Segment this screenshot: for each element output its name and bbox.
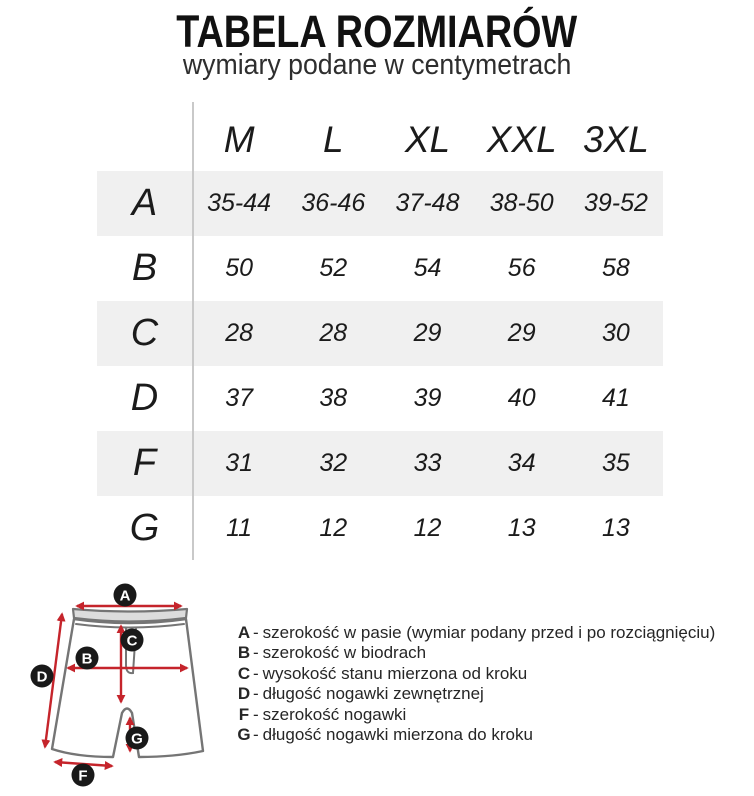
table-row-d xyxy=(97,366,663,431)
measurement-legend xyxy=(237,623,715,745)
cell-b-l: 52 xyxy=(319,254,348,282)
cell-f-m: 31 xyxy=(225,449,253,477)
cell-a-m: 35-44 xyxy=(207,189,272,217)
row-label-g: G xyxy=(129,507,160,549)
cell-c-3xl: 30 xyxy=(602,319,630,347)
legend-text-a: szerokość w pasie (wymiar podany przed i po rozciągnięciu) xyxy=(262,623,716,642)
legend-item-f xyxy=(237,705,715,725)
legend-separator: - xyxy=(253,684,259,704)
cell-f-xl: 33 xyxy=(413,449,442,477)
cell-f-xxl: 34 xyxy=(507,449,536,477)
table-row-f xyxy=(97,431,663,496)
cell-d-m: 37 xyxy=(225,384,253,412)
cell-d-3xl: 41 xyxy=(602,384,630,412)
legend-separator: - xyxy=(253,643,259,663)
legend-text-g: długość nogawki mierzona do kroku xyxy=(262,725,533,745)
cell-g-l: 12 xyxy=(319,514,348,542)
row-label-f: F xyxy=(132,442,157,484)
cell-c-xxl: 29 xyxy=(507,319,536,347)
cell-c-m: 28 xyxy=(225,319,253,347)
cell-b-m: 50 xyxy=(225,254,253,282)
table-row-a xyxy=(97,171,663,236)
column-divider xyxy=(192,102,194,560)
marker-f-letter: F xyxy=(78,767,88,785)
marker-d-letter: D xyxy=(36,668,48,686)
cell-d-xxl: 40 xyxy=(507,384,536,412)
row-label-b: B xyxy=(131,247,158,289)
waistband xyxy=(73,609,187,622)
legend-item-d xyxy=(237,684,715,704)
cell-c-l: 28 xyxy=(319,319,348,347)
legend-item-g xyxy=(237,725,715,745)
legend-item-a xyxy=(237,623,715,643)
cell-d-xl: 39 xyxy=(413,384,442,412)
row-label-a: A xyxy=(131,182,158,224)
cell-a-3xl: 39-52 xyxy=(583,189,648,217)
row-label-c: C xyxy=(130,312,159,354)
legend-separator: - xyxy=(253,623,259,642)
size-header-xl: XL xyxy=(404,119,451,160)
legend-text-b: szerokość w biodrach xyxy=(262,643,427,663)
legend-separator: - xyxy=(253,725,259,745)
cell-b-3xl: 58 xyxy=(602,254,630,282)
cell-a-l: 36-46 xyxy=(301,189,366,217)
legend-key-d: D xyxy=(237,684,251,704)
size-header-l: L xyxy=(323,119,344,160)
size-header-xxl: XXL xyxy=(486,119,557,160)
size-table-header-row xyxy=(97,100,663,171)
legend-separator: - xyxy=(253,663,259,683)
size-table xyxy=(97,100,663,561)
legend-separator: - xyxy=(253,704,259,724)
shorts-diagram xyxy=(25,578,240,793)
cell-g-xxl: 13 xyxy=(507,514,536,542)
size-header-3xl: 3XL xyxy=(582,119,649,160)
cell-f-3xl: 35 xyxy=(602,449,630,477)
table-row-c xyxy=(97,301,663,366)
marker-c-letter: C xyxy=(126,632,138,650)
cell-c-xl: 29 xyxy=(413,319,442,347)
legend-text-c: wysokość stanu mierzona od kroku xyxy=(262,663,528,683)
legend-item-b xyxy=(237,643,715,663)
cell-d-l: 38 xyxy=(319,384,348,412)
legend-text-d: długość nogawki zewnętrznej xyxy=(262,684,484,704)
legend-key-c: C xyxy=(237,663,251,683)
cell-a-xxl: 38-50 xyxy=(489,189,554,217)
legend-key-g: G xyxy=(237,725,251,745)
cell-g-m: 11 xyxy=(226,514,253,542)
row-label-d: D xyxy=(130,377,159,419)
page-subtitle: wymiary podane w centymetrach xyxy=(182,49,572,81)
size-header-m: M xyxy=(223,119,255,160)
legend-key-a: A xyxy=(237,623,251,642)
table-row-g xyxy=(97,496,663,561)
cell-a-xl: 37-48 xyxy=(395,189,460,217)
legend-text-f: szerokość nogawki xyxy=(262,704,407,724)
cell-g-xl: 12 xyxy=(413,514,442,542)
marker-g-letter: G xyxy=(131,730,143,748)
cell-g-3xl: 13 xyxy=(602,514,630,542)
cell-b-xxl: 56 xyxy=(507,254,536,282)
marker-a-letter: A xyxy=(119,587,131,605)
legend-item-c xyxy=(237,664,715,684)
table-row-b xyxy=(97,236,663,301)
legend-key-b: B xyxy=(237,643,251,663)
page-title: TABELA ROZMIARÓW xyxy=(176,6,578,57)
cell-f-l: 32 xyxy=(319,449,348,477)
marker-b-letter: B xyxy=(81,650,93,668)
legend-key-f: F xyxy=(238,704,250,724)
cell-b-xl: 54 xyxy=(413,254,442,282)
